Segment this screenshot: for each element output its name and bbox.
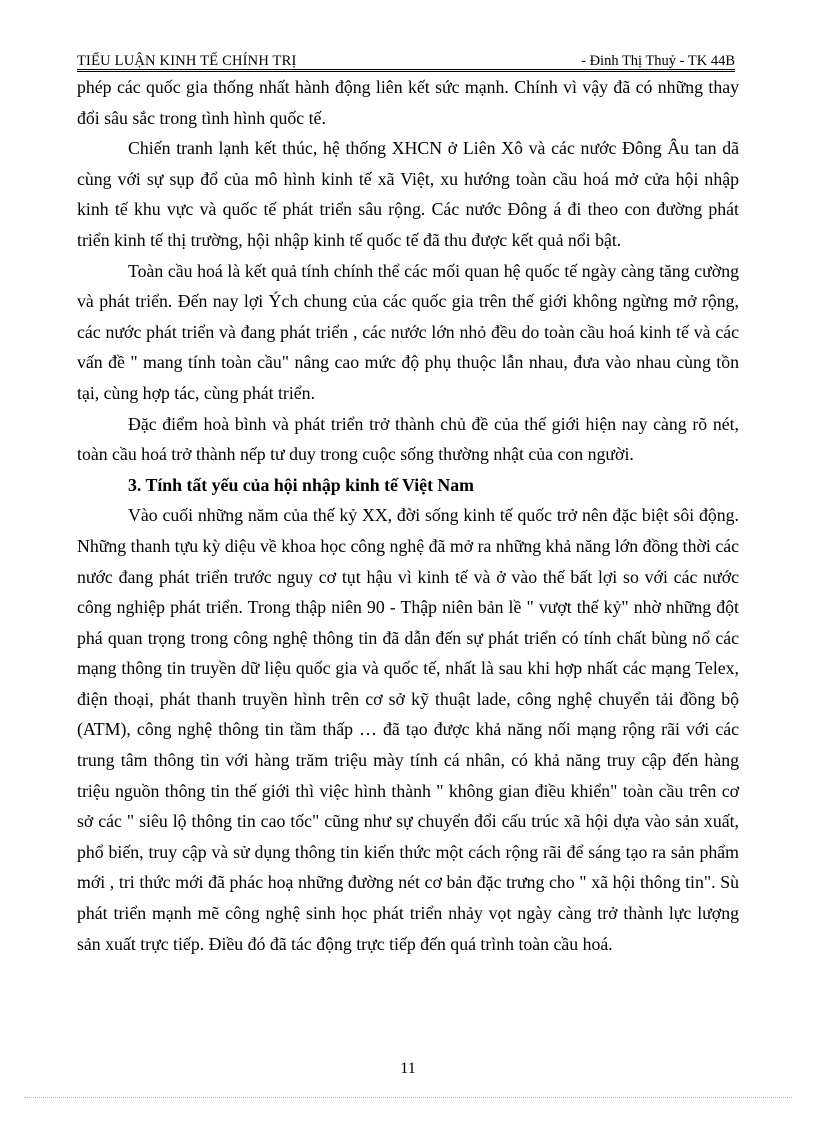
paragraph: Đặc điểm hoà bình và phát triển trở thành chủ đề của thế giới hiện nay càng rõ nét, toàn cầu hoá trở thành nếp tư duy trong cuộc sống thường nhật của con người. xyxy=(77,413,739,465)
header-author: - Đinh Thị Thuỷ - TK 44B xyxy=(581,53,735,69)
paragraph: Toàn cầu hoá là kết quả tính chính thể các mối quan hệ quốc tế ngày càng tăng cường và phát triển. Đến nay lợi Ých chung của các quốc gia trên thế giới không ngừng mở rộng, các nước phát triển và đang phát triển , các nước lớn nhỏ đều do toàn cầu hoá kinh tế và các vấn đề " mang tính toàn cầu" nâng cao mức độ phụ thuộc lẫn nhau, đưa vào nhau cùng tồn tại, cùng hợp tác, cùng phát triển. xyxy=(77,260,739,403)
page-number: 11 xyxy=(400,1060,416,1077)
page-header xyxy=(77,49,735,72)
header-title: TIỂU LUẬN KINH TẾ CHÍNH TRỊ xyxy=(77,53,297,69)
paragraph: Vào cuối những năm của thế kỷ XX, đời sống kinh tế quốc trở nên đặc biệt sôi động. Những thanh tựu kỳ diệu về khoa học công nghệ đã mở ra những khả năng lớn đồng thời các nước đang phát triển trước nguy cơ tụt hậu vì kinh tế và ở vào thế bất lợi so với các nước công nghiệp phát triển. Trong thập niên 90 - Thập niên bản lề " vượt thế kỷ" nhờ những đột phá quan trọng trong công nghệ thông tin đã dẫn đến sự phát triển có tính chất bùng nổ các mạng thông tin truyền dữ liệu quốc gia và quốc tế, nhất là sau khi hợp nhất các mạng Telex, điện thoại, phát thanh truyền hình trên cơ sở kỹ thuật lade, công nghệ chuyển tải đồng bộ (ATM), công nghệ thông tin tầm thấp … đã tạo được khả năng nối mạng rộng rãi với các trung tâm thông tin với hàng trăm triệu mày tính cá nhân, có khả năng truy cập đến hàng triệu nguồn thông tin thế giới thì việc hình thành " không gian điều khiển" toàn cầu trên cơ sở các " siêu lộ thông tin cao tốc" cũng như sự chuyển đổi cấu trúc xã hội dựa vào sản xuất, phổ biến, truy cập và sử dụng thông tin kiến thức một cách rộng rãi để sáng tạo ra sản phẩm mới , tri thức mới đã phác hoạ những đường nét cơ bản đặc trưng cho " xã hội thông tin". Sù phát triển mạnh mẽ công nghệ sinh học phát triển nhảy vọt ngày càng trở thành lực lượng sản xuất trực tiếp. Điều đó đã tác động trực tiếp đến quá trình toàn cầu hoá. xyxy=(77,505,739,954)
document-body xyxy=(77,72,739,959)
paragraph: phép các quốc gia thống nhất hành động liên kết sức mạnh. Chính vì vậy đã có những thay đổi sâu sắc trong tình hình quốc tế. xyxy=(77,77,739,128)
page-bottom-border xyxy=(24,1097,792,1098)
section-heading: 3. Tính tất yếu của hội nhập kinh tế Việt Nam xyxy=(128,474,474,495)
paragraph: Chiến tranh lạnh kết thúc, hệ thống XHCN ở Liên Xô và các nước Đông Âu tan dã cùng với sự sụp đổ của mô hình kinh tế xã Việt, xu hướng toàn cầu hoá mở cửa hội nhập kinh tế khu vực và quốc tế phát triển sâu rộng. Các nước Đông á đi theo con đường phát triển kinh tế thị trường, hội nhập kinh tế quốc tế đã thu được kết quả nổi bật. xyxy=(77,138,739,250)
